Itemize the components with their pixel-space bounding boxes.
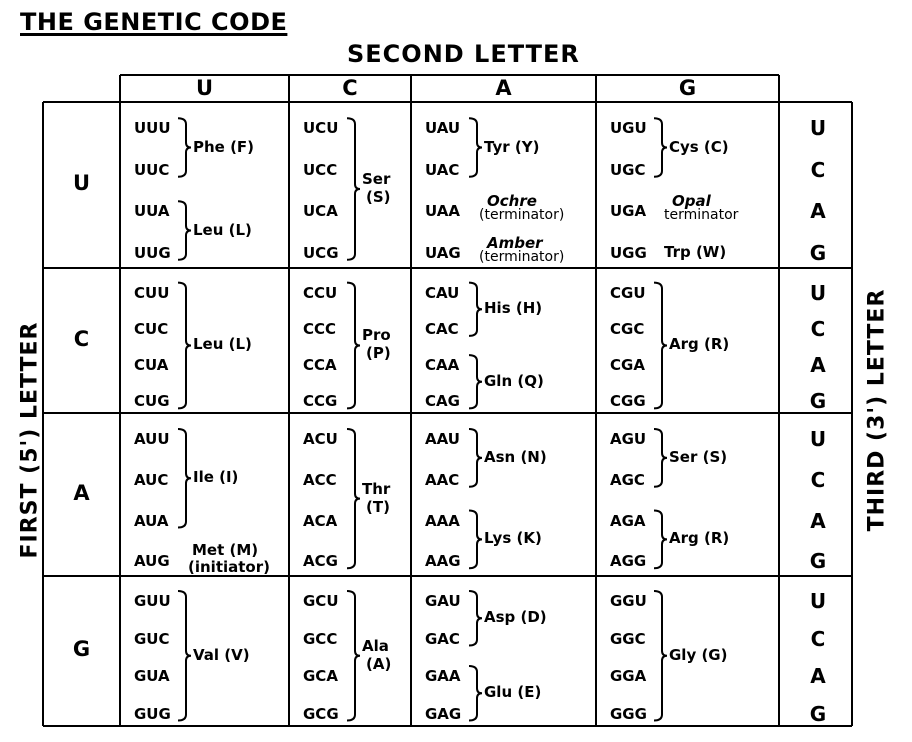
codon-guu: GUU <box>134 592 171 610</box>
codon-gcc: GCC <box>303 629 338 648</box>
codon-gcg: GCG <box>303 704 339 723</box>
codon-gug: GUG <box>134 704 171 723</box>
brace-acu-0 <box>347 429 360 568</box>
codon-ccu: CCU <box>303 283 338 302</box>
codon-cuu: CUU <box>134 283 170 302</box>
page-title: THE GENETIC CODE <box>20 8 288 36</box>
amino-acid-label: His (H) <box>484 299 543 318</box>
amino-acid-label: Glu (E) <box>484 683 542 702</box>
amino-acid-label: Ile (I) <box>193 468 239 487</box>
codon-uag: UAG <box>425 243 461 262</box>
codon-aaa: AAA <box>425 511 460 530</box>
codon-cac: CAC <box>425 319 459 338</box>
third-letter-u: U <box>809 427 827 452</box>
first-letter-g: G <box>72 637 91 661</box>
codon-gca: GCA <box>303 667 338 685</box>
third-letter-label: THIRD (3') LETTER <box>864 288 890 532</box>
codon-gga: GGA <box>610 667 647 685</box>
amino-acid-label: Met (M) <box>192 541 259 560</box>
amino-acid-label: Ser (S) <box>669 447 728 466</box>
codon-uca: UCA <box>303 202 338 221</box>
codon-caa: CAA <box>425 356 460 375</box>
codon-cau: CAU <box>425 283 460 302</box>
third-letter-c: C <box>810 316 826 341</box>
codon-ggg: GGG <box>610 704 647 723</box>
amino-acid-label: Tyr (Y) <box>484 137 540 156</box>
brace-ggu-0 <box>654 591 667 721</box>
brace-guu-0 <box>178 591 191 721</box>
codon-cuc: CUC <box>134 319 169 338</box>
codon-acc: ACC <box>303 470 337 489</box>
amino-acid-label: Arg (R) <box>669 335 730 354</box>
codon-gag: GAG <box>425 704 462 723</box>
codon-ggc: GGC <box>610 629 646 648</box>
stop-codon-name: Opal <box>672 192 711 211</box>
amino-acid-label: Ser <box>362 170 391 189</box>
codon-aua: AUA <box>134 511 169 530</box>
codon-gac: GAC <box>425 629 460 648</box>
third-letter-a: A <box>810 508 826 533</box>
codon-guc: GUC <box>134 629 170 648</box>
amino-acid-code: (A) <box>366 654 392 673</box>
amino-acid-label: Asn (N) <box>484 447 547 466</box>
first-letter-u: U <box>72 171 91 195</box>
codon-uac: UAC <box>425 160 460 179</box>
brace-cau-1 <box>469 355 482 408</box>
third-letter-g: G <box>809 389 827 414</box>
codon-auc: AUC <box>134 470 169 489</box>
brace-agu-1 <box>654 511 667 569</box>
start-codon-note: (initiator) <box>188 558 270 577</box>
stop-codon-name: Ochre <box>487 192 537 211</box>
codon-uua: UUA <box>134 202 170 221</box>
brace-ucu-0 <box>347 118 360 260</box>
second-letter-label: SECOND LETTER <box>347 40 580 68</box>
codon-cga: CGA <box>610 356 645 375</box>
codon-ucc: UCC <box>303 160 338 179</box>
codon-aca: ACA <box>303 511 338 530</box>
third-letter-a: A <box>810 353 826 378</box>
amino-acid-label: Ala <box>362 636 389 655</box>
codon-uaa: UAA <box>425 202 460 221</box>
codon-gua: GUA <box>134 667 170 685</box>
codon-uga: UGA <box>610 202 647 221</box>
third-letter-a: A <box>810 664 826 688</box>
amino-acid-label: Gln (Q) <box>484 371 544 390</box>
brace-uau-0 <box>469 118 482 177</box>
second-letter-u: U <box>195 76 214 100</box>
amino-acid-label: Leu (L) <box>193 335 252 354</box>
codon-agu: AGU <box>610 430 647 449</box>
third-letter-u: U <box>809 280 827 305</box>
third-letter-c: C <box>810 467 826 492</box>
codon-uuu: UUU <box>134 119 171 138</box>
codon-ggu: GGU <box>610 592 647 610</box>
amino-acid-label: Phe (F) <box>193 137 255 156</box>
brace-uuu-0 <box>178 118 191 177</box>
third-letter-c: C <box>810 626 826 651</box>
third-letter-u: U <box>809 589 827 613</box>
stop-codon-name: Amber <box>487 233 543 252</box>
codon-ccg: CCG <box>303 392 338 411</box>
codon-cgu: CGU <box>610 283 646 302</box>
codon-auu: AUU <box>134 430 170 449</box>
codon-ugg: UGG <box>610 243 647 262</box>
codon-acu: ACU <box>303 430 338 449</box>
second-letter-c: C <box>342 76 358 100</box>
codon-cca: CCA <box>303 356 337 375</box>
amino-acid-code: (P) <box>366 344 391 363</box>
brace-gau-0 <box>469 591 482 646</box>
codon-cgg: CGG <box>610 392 646 411</box>
codon-uau: UAU <box>425 119 461 138</box>
stop-codon-note: terminator <box>664 207 739 224</box>
amino-acid-label: Trp (W) <box>664 242 727 261</box>
amino-acid-label: Arg (R) <box>669 529 730 548</box>
codon-gcu: GCU <box>303 592 339 610</box>
brace-ccu-0 <box>347 283 360 409</box>
codon-ucg: UCG <box>303 243 339 262</box>
amino-acid-label: Leu (L) <box>193 220 252 239</box>
first-letter-a: A <box>73 480 90 505</box>
codon-agc: AGC <box>610 470 645 489</box>
third-letter-a: A <box>810 199 826 224</box>
codon-gau: GAU <box>425 592 461 610</box>
second-letter-a: A <box>495 76 512 100</box>
amino-acid-label: Lys (K) <box>484 529 542 548</box>
amino-acid-label: Cys (C) <box>669 137 729 156</box>
codon-aau: AAU <box>425 430 460 449</box>
stop-codon-note: (terminator) <box>479 248 565 265</box>
brace-cau-0 <box>469 283 482 336</box>
codon-acg: ACG <box>303 552 338 571</box>
codon-gaa: GAA <box>425 667 461 685</box>
codon-aac: AAC <box>425 470 460 489</box>
codon-ugc: UGC <box>610 160 646 179</box>
brace-agu-0 <box>654 429 667 487</box>
codon-aga: AGA <box>610 511 646 530</box>
stop-codon-note: (terminator) <box>479 207 565 224</box>
codon-ucu: UCU <box>303 119 339 138</box>
amino-acid-code: (S) <box>366 188 391 207</box>
third-letter-u: U <box>809 116 827 141</box>
codon-cag: CAG <box>425 392 460 411</box>
amino-acid-label: Gly (G) <box>669 645 728 664</box>
brace-uuu-1 <box>178 201 191 260</box>
brace-gau-1 <box>469 666 482 721</box>
third-letter-g: G <box>809 549 827 574</box>
third-letter-g: G <box>809 240 827 265</box>
codon-aug: AUG <box>134 552 170 571</box>
amino-acid-label: Thr <box>362 479 391 498</box>
codon-ccc: CCC <box>303 319 337 338</box>
codon-aag: AAG <box>425 552 461 571</box>
amino-acid-label: Pro <box>362 326 391 345</box>
codon-cgc: CGC <box>610 319 645 338</box>
first-letter-c: C <box>73 326 90 351</box>
third-letter-c: C <box>810 157 826 182</box>
codon-cug: CUG <box>134 392 170 411</box>
brace-cuu-0 <box>178 283 191 409</box>
codon-cua: CUA <box>134 356 169 375</box>
second-letter-g: G <box>678 76 697 100</box>
brace-auu-0 <box>178 429 191 527</box>
brace-gcu-0 <box>347 591 360 721</box>
codon-uuc: UUC <box>134 160 170 179</box>
brace-cgu-0 <box>654 283 667 409</box>
amino-acid-label: Val (V) <box>193 645 250 664</box>
brace-ugu-0 <box>654 118 667 177</box>
codon-agg: AGG <box>610 552 647 571</box>
brace-aau-0 <box>469 429 482 487</box>
amino-acid-label: Asp (D) <box>484 608 547 627</box>
codon-uug: UUG <box>134 243 171 262</box>
codon-ugu: UGU <box>610 119 647 138</box>
amino-acid-code: (T) <box>366 497 390 516</box>
brace-aau-1 <box>469 511 482 569</box>
first-letter-label: FIRST (5') LETTER <box>17 321 43 559</box>
third-letter-g: G <box>809 701 827 726</box>
